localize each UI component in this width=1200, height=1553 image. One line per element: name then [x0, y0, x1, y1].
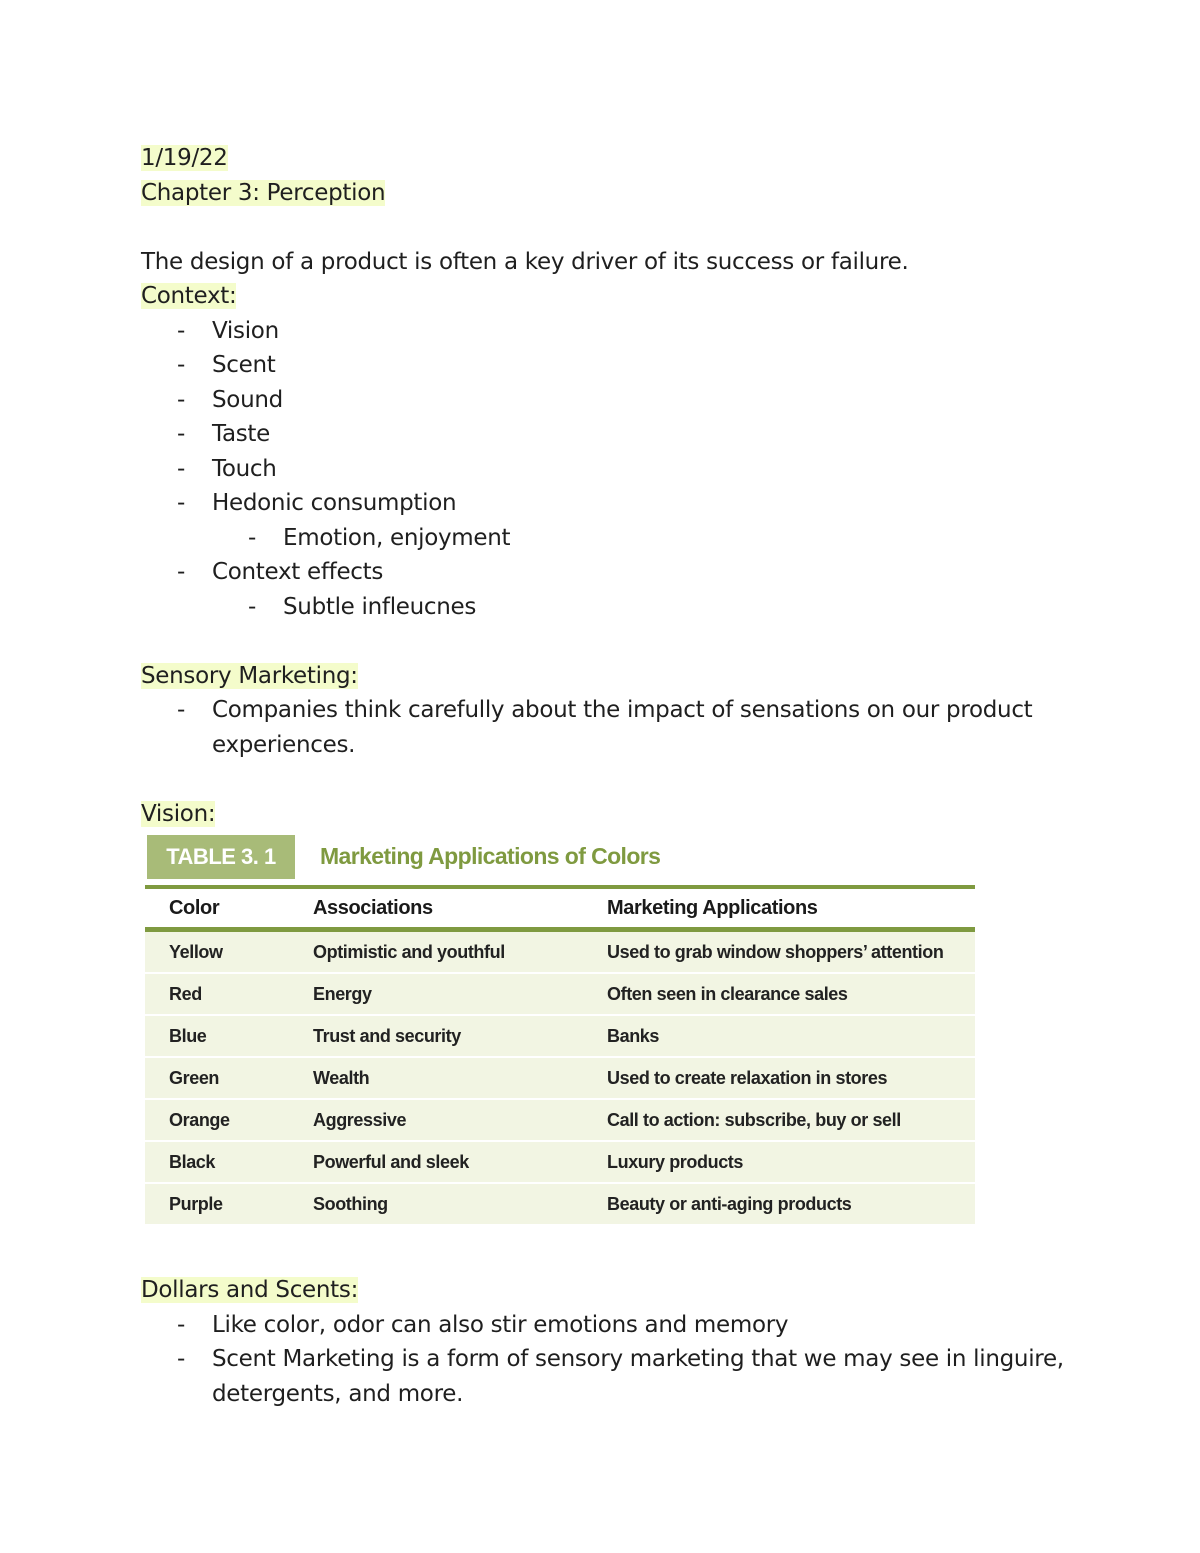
column-header: Color	[169, 896, 220, 919]
table-cell: Luxury products	[607, 1151, 744, 1172]
chapter-title-line	[141, 176, 1071, 211]
dash-bullet: -	[177, 559, 185, 585]
table-row	[145, 1016, 975, 1058]
context-subitem: - Subtle infleucnes	[141, 590, 1071, 625]
spacer	[141, 1233, 1071, 1273]
spacer	[141, 762, 1071, 797]
table-row	[145, 1058, 975, 1100]
note-date-line	[141, 141, 1071, 176]
table-cell: Aggressive	[313, 1109, 407, 1130]
document-page	[141, 141, 1071, 1411]
column-header: Marketing Applications	[607, 896, 818, 919]
table-cell: Energy	[313, 983, 372, 1004]
dash-bullet: -	[248, 524, 256, 551]
spacer	[141, 624, 1071, 659]
table-title: Marketing Applications of Colors	[320, 843, 661, 869]
context-item: - Touch	[141, 452, 1071, 487]
table-cell: Call to action: subscribe, buy or sell	[607, 1109, 901, 1130]
table-cell: Purple	[169, 1193, 223, 1214]
table-cell: Optimistic and youthful	[313, 941, 505, 962]
table-row	[145, 1142, 975, 1184]
table-cell: Trust and security	[313, 1025, 461, 1046]
table-cell: Green	[169, 1067, 220, 1088]
table-cell: Red	[169, 983, 202, 1004]
vision-heading: Vision:	[141, 800, 216, 827]
table-header-row	[145, 889, 975, 927]
table-number-tag: TABLE 3. 1	[147, 835, 295, 879]
context-subitem: - Emotion, enjoyment	[141, 521, 1071, 556]
context-item: - Scent	[141, 348, 1071, 383]
table-cell: Powerful and sleek	[313, 1151, 469, 1172]
table-cell: Soothing	[313, 1193, 388, 1214]
sensory-heading-line	[141, 659, 1071, 694]
table-row	[145, 1184, 975, 1226]
table-row	[145, 932, 975, 974]
dash-bullet: -	[177, 490, 185, 516]
dash-bullet: -	[177, 455, 185, 482]
table-cell: Used to grab window shoppers’ attention	[607, 941, 944, 962]
dash-bullet: -	[177, 352, 185, 378]
dash-bullet: -	[177, 421, 185, 447]
dash-bullet: -	[177, 1346, 185, 1372]
table-cell: Blue	[169, 1025, 207, 1046]
vision-heading-line	[141, 797, 1071, 832]
table-cell: Beauty or anti-aging products	[607, 1193, 852, 1214]
color-table-figure	[145, 835, 975, 1233]
intro-text: The design of a product is often a key driver of its success or failure.	[141, 248, 909, 275]
table-cell: Wealth	[313, 1067, 370, 1088]
column-header: Associations	[313, 896, 433, 919]
dash-bullet: -	[248, 593, 256, 620]
context-heading-line	[141, 279, 1071, 314]
table-cell: Banks	[607, 1025, 660, 1046]
table-row	[145, 1100, 975, 1142]
spacer	[141, 210, 1071, 245]
context-item: - Vision	[141, 314, 1071, 349]
scents-heading-line	[141, 1273, 1071, 1308]
scents-item: - Scent Marketing is a form of sensory marketing that we may see in linguire, detergents, and more.	[141, 1342, 1071, 1411]
table-cell: Yellow	[169, 941, 223, 962]
table-row	[145, 974, 975, 1016]
table-cell: Often seen in clearance sales	[607, 983, 848, 1004]
note-date: 1/19/22	[141, 145, 228, 171]
table-cell: Used to create relaxation in stores	[607, 1067, 888, 1088]
table-cell: Orange	[169, 1109, 230, 1130]
context-item: - Context effects	[141, 555, 1071, 590]
dash-bullet: -	[177, 317, 185, 344]
table-cell: Black	[169, 1151, 216, 1172]
context-item: - Sound	[141, 383, 1071, 418]
context-heading: Context:	[141, 283, 237, 309]
sensory-heading: Sensory Marketing:	[141, 662, 358, 689]
color-table	[145, 885, 975, 1226]
dash-bullet: -	[177, 1311, 185, 1338]
sensory-item: - Companies think carefully about the impact of sensations on our product experiences.	[141, 693, 1071, 762]
dash-bullet: -	[177, 386, 185, 413]
chapter-title: Chapter 3: Perception	[141, 179, 386, 206]
scents-heading: Dollars and Scents:	[141, 1277, 359, 1303]
dash-bullet: -	[177, 697, 185, 723]
context-item: - Hedonic consumption	[141, 486, 1071, 521]
scents-item: - Like color, odor can also stir emotions and memory	[141, 1308, 1071, 1343]
context-item: - Taste	[141, 417, 1071, 452]
